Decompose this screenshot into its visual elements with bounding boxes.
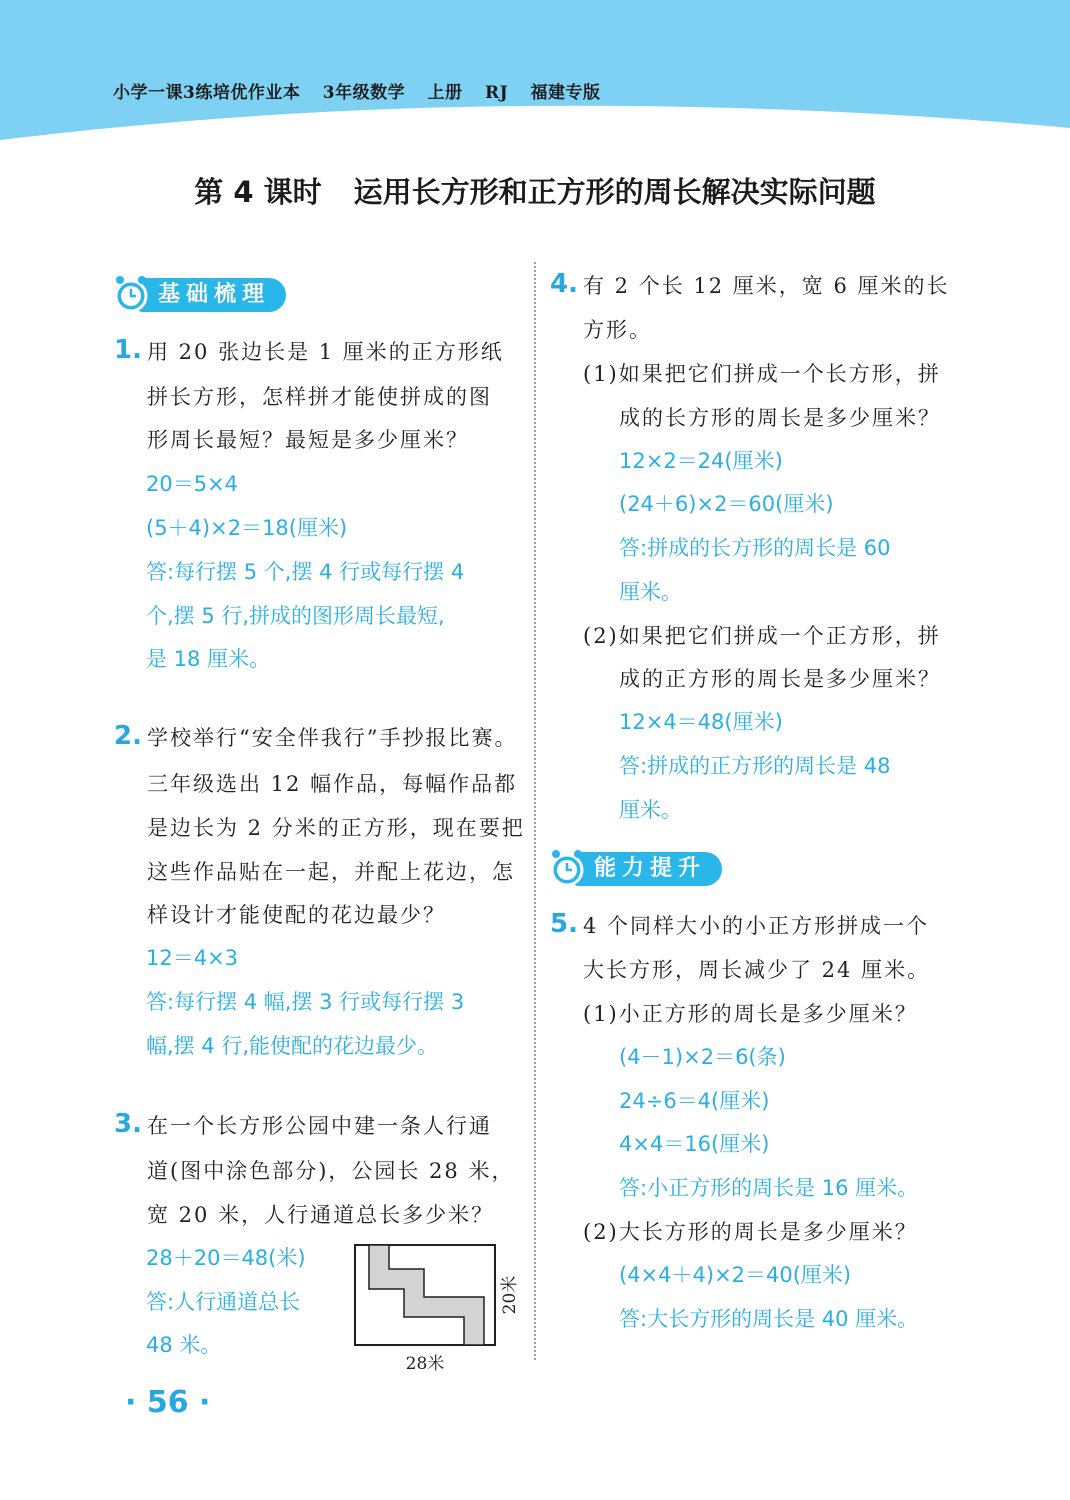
question-4-sub1-line: (1)如果把它们拼成一个长方形，拼 <box>583 362 941 386</box>
question-2-number: 2. <box>114 721 142 751</box>
book-header <box>113 78 617 103</box>
edition-label: RJ <box>484 83 509 103</box>
region-label: 福建专版 <box>530 83 601 103</box>
column-divider <box>534 262 536 1360</box>
park-width-label: 20米 <box>500 1275 520 1315</box>
question-2-line: 学校举行“安全伴我行”手抄报比赛。 <box>147 726 518 750</box>
question-4-sub1-line: 成的长方形的周长是多少厘米？ <box>619 406 941 430</box>
question-5-sub1-answer: 4×4＝16(厘米) <box>619 1132 770 1156</box>
question-3-answer: 28＋20＝48(米) <box>146 1246 306 1270</box>
volume-label: 上册 <box>427 83 463 103</box>
question-5-sub1-line: (1)小正方形的周长是多少厘米？ <box>583 1002 918 1026</box>
question-2-line: 三年级选出 12 幅作品，每幅作品都 <box>147 772 518 796</box>
page-number: · 56 · <box>125 1385 211 1420</box>
question-5-sub1-answer: 24÷6＝4(厘米) <box>619 1089 770 1113</box>
section-advanced-label: 能力提升 <box>574 852 722 886</box>
section-basic-label: 基础梳理 <box>138 278 286 312</box>
question-3-answer: 48 米。 <box>146 1333 222 1357</box>
question-4-sub1-answer: 答:拼成的长方形的周长是 60 <box>619 536 891 560</box>
question-5-number: 5. <box>550 909 578 939</box>
series-name: 小学一课3练培优作业本 <box>113 83 301 103</box>
question-4-sub1-answer: (24＋6)×2＝60(厘米) <box>619 492 834 516</box>
question-3-answer: 答:人行通道总长 <box>146 1290 301 1314</box>
question-4-line: 方形。 <box>583 318 652 342</box>
question-4-sub1-answer: 12×2＝24(厘米) <box>619 449 783 473</box>
question-2-line: 样设计才能使配的花边最少？ <box>147 903 446 927</box>
question-4-sub2-line: (2)如果把它们拼成一个正方形，拼 <box>583 624 941 648</box>
question-1-answer: (5＋4)×2＝18(厘米) <box>146 516 348 540</box>
question-4-sub2-answer: 12×4＝48(厘米) <box>619 710 783 734</box>
question-2-line: 是边长为 2 分米的正方形，现在要把 <box>147 816 525 840</box>
question-5-sub2-answer: (4×4＋4)×2＝40(厘米) <box>619 1263 852 1287</box>
question-2-answer: 幅,摆 4 行,能使配的花边最少。 <box>146 1034 439 1058</box>
header-band <box>0 0 1070 140</box>
question-1-answer: 是 18 厘米。 <box>146 647 271 671</box>
lesson-topic: 运用长方形和正方形的周长解决实际问题 <box>353 175 876 209</box>
question-3-line: 在一个长方形公园中建一条人行通 <box>147 1114 492 1138</box>
question-4-sub2-line: 成的正方形的周长是多少厘米？ <box>619 667 941 691</box>
question-1-line: 拼长方形，怎样拼才能使拼成的图 <box>147 385 492 409</box>
park-length-label: 28米 <box>405 1354 445 1374</box>
question-1-answer: 20＝5×4 <box>146 472 239 496</box>
question-4-number: 4. <box>550 269 578 299</box>
question-5-line: 大长方形，周长减少了 24 厘米。 <box>583 958 931 982</box>
lesson-title <box>0 170 1070 211</box>
question-4-sub2-answer: 厘米。 <box>619 798 682 822</box>
alarm-clock-icon <box>548 846 592 890</box>
question-2-line: 这些作品贴在一起，并配上花边，怎 <box>147 860 515 884</box>
question-1-line: 形周长最短？最短是多少厘米？ <box>147 428 469 452</box>
lesson-number: 第 4 课时 <box>194 175 322 209</box>
question-1-number: 1. <box>114 335 142 365</box>
question-1-answer: 个,摆 5 行,拼成的图形周长最短, <box>146 604 445 628</box>
question-1-line: 用 20 张边长是 1 厘米的正方形纸 <box>147 340 504 364</box>
park-path-figure <box>352 1238 532 1378</box>
question-3-line: 道(图中涂色部分)，公园长 28 米， <box>147 1159 515 1183</box>
question-5-sub2-answer: 答:大长方形的周长是 40 厘米。 <box>619 1307 919 1331</box>
grade-label: 3年级数学 <box>322 83 406 103</box>
alarm-clock-icon <box>112 272 156 316</box>
question-5-sub1-answer: 答:小正方形的周长是 16 厘米。 <box>619 1176 919 1200</box>
question-5-line: 4 个同样大小的小正方形拼成一个 <box>583 914 930 938</box>
question-1-answer: 答:每行摆 5 个,摆 4 行或每行摆 4 <box>146 560 465 584</box>
question-5-sub2-line: (2)大长方形的周长是多少厘米？ <box>583 1220 918 1244</box>
question-4-sub2-answer: 答:拼成的正方形的周长是 48 <box>619 754 891 778</box>
question-4-sub1-answer: 厘米。 <box>619 580 682 604</box>
question-2-answer: 12＝4×3 <box>146 946 239 970</box>
question-4-line: 有 2 个长 12 厘米，宽 6 厘米的长 <box>583 274 950 298</box>
question-3-line: 宽 20 米，人行通道总长多少米？ <box>147 1203 495 1227</box>
question-5-sub1-answer: (4－1)×2＝6(条) <box>619 1045 786 1069</box>
question-3-number: 3. <box>114 1109 142 1139</box>
question-2-answer: 答:每行摆 4 幅,摆 3 行或每行摆 3 <box>146 990 465 1014</box>
